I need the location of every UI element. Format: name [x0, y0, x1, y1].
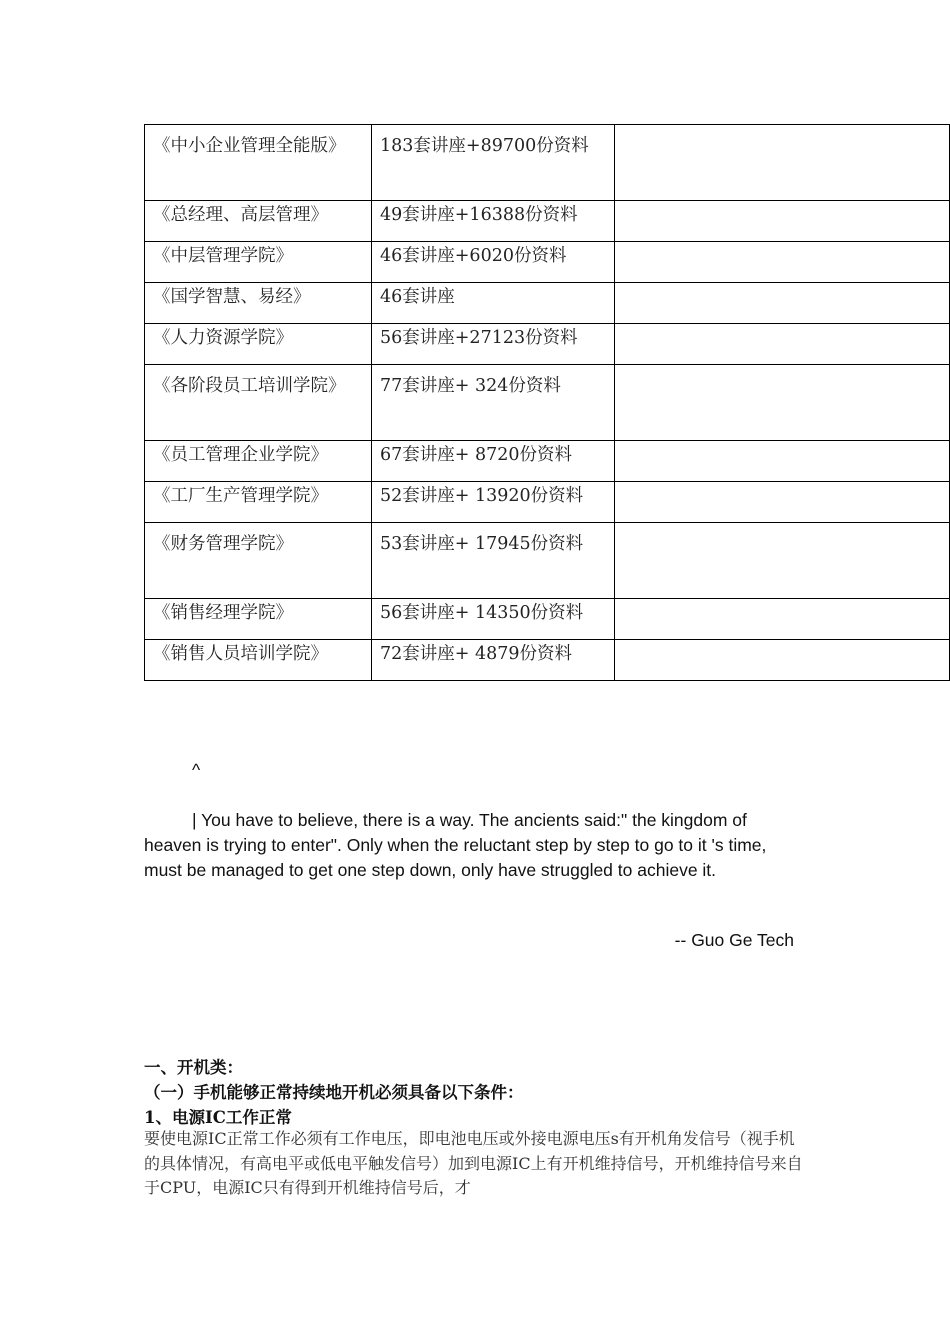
catalog-note-cell: [615, 482, 950, 523]
section-heading-1: 一、开机类：: [144, 1058, 243, 1077]
table-row: [145, 640, 950, 681]
table-row: [145, 599, 950, 640]
catalog-name-cell: 《财务管理学院》: [145, 523, 372, 599]
catalog-note-cell: [615, 640, 950, 681]
catalog-name-cell: 《员工管理企业学院》: [145, 441, 372, 482]
table-row: [145, 242, 950, 283]
catalog-content-cell: 49套讲座+16388份资料: [372, 201, 615, 242]
section-heading-2: （一）手机能够正常持续地开机必须具备以下条件：: [144, 1083, 524, 1102]
catalog-content-cell: 77套讲座+ 324份资料: [372, 365, 615, 441]
catalog-content-cell: 52套讲座+ 13920份资料: [372, 482, 615, 523]
catalog-content-cell: 53套讲座+ 17945份资料: [372, 523, 615, 599]
catalog-note-cell: [615, 523, 950, 599]
catalog-name-cell: 《国学智慧、易经》: [145, 283, 372, 324]
catalog-note-cell: [615, 599, 950, 640]
catalog-note-cell: [615, 441, 950, 482]
catalog-content-cell: 183套讲座+89700份资料: [372, 125, 615, 201]
catalog-name-cell: 《中层管理学院》: [145, 242, 372, 283]
catalog-note-cell: [615, 283, 950, 324]
quote-text: | You have to believe, there is a way. The ancients said:" the kingdom of heaven is trying to enter". Only when the reluctant step by step to go to it 's time, must be managed to get one step down, only have struggled to achieve it.: [144, 810, 767, 880]
catalog-content-cell: 56套讲座+ 14350份资料: [372, 599, 615, 640]
table-row: [145, 482, 950, 523]
table-row: [145, 365, 950, 441]
catalog-note-cell: [615, 125, 950, 201]
table-row: [145, 523, 950, 599]
table-row: [145, 125, 950, 201]
catalog-table: [144, 124, 950, 681]
quote-caret: ^: [192, 760, 201, 780]
catalog-content-cell: 67套讲座+ 8720份资料: [372, 441, 615, 482]
catalog-name-cell: 《销售经理学院》: [145, 599, 372, 640]
catalog-note-cell: [615, 242, 950, 283]
catalog-name-cell: 《销售人员培训学院》: [145, 640, 372, 681]
catalog-content-cell: 72套讲座+ 4879份资料: [372, 640, 615, 681]
table-row: [145, 283, 950, 324]
catalog-note-cell: [615, 365, 950, 441]
section-heading-3: 1、电源IC工作正常: [144, 1108, 292, 1127]
catalog-content-cell: 56套讲座+27123份资料: [372, 324, 615, 365]
catalog-content-cell: 46套讲座+6020份资料: [372, 242, 615, 283]
table-row: [145, 441, 950, 482]
catalog-name-cell: 《各阶段员工培训学院》: [145, 365, 372, 441]
catalog-content-cell: 46套讲座: [372, 283, 615, 324]
catalog-name-cell: 《工厂生产管理学院》: [145, 482, 372, 523]
catalog-name-cell: 《总经理、高层管理》: [145, 201, 372, 242]
table-row: [145, 324, 950, 365]
table-row: [145, 201, 950, 242]
catalog-note-cell: [615, 324, 950, 365]
section-paragraph: 要使电源IC正常工作必须有工作电压，即电池电压或外接电源电压s有开机角发信号（视手机的具体情况，有高电平或低电平触发信号）加到电源IC上有开机维持信号，开机维持信号来自于CPU，电源IC只有得到开机维持信号后，才: [144, 1129, 803, 1197]
quote-author: -- Guo Ge Tech: [674, 930, 794, 950]
catalog-note-cell: [615, 201, 950, 242]
catalog-name-cell: 《中小企业管理全能版》: [145, 125, 372, 201]
catalog-name-cell: 《人力资源学院》: [145, 324, 372, 365]
